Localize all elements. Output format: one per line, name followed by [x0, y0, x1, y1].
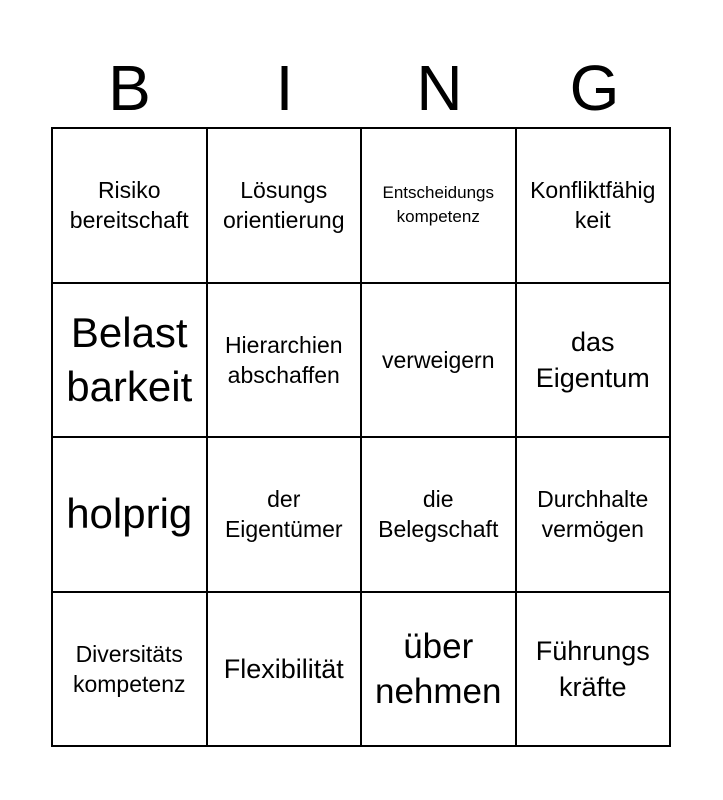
- cell-line: Konfliktfähig: [530, 177, 656, 204]
- bingo-cell[interactable]: [53, 438, 208, 593]
- cell-line: Eigentümer: [224, 516, 343, 543]
- cell-line: vermögen: [541, 516, 644, 543]
- cell-line: kräfte: [558, 671, 627, 702]
- header-letter-i: I: [275, 52, 294, 124]
- cell-line: verweigern: [382, 346, 495, 373]
- cell-line: barkeit: [66, 362, 193, 410]
- bingo-cell[interactable]: [53, 129, 208, 284]
- bingo-cell[interactable]: [208, 129, 363, 284]
- cell-line: holprig: [66, 490, 193, 538]
- cell-line: das: [570, 326, 615, 357]
- cell-line: Belast: [70, 308, 188, 356]
- bingo-cell[interactable]: [208, 593, 363, 748]
- bingo-cell[interactable]: [362, 593, 517, 748]
- bingo-board: [51, 127, 671, 747]
- bingo-cell[interactable]: [517, 593, 672, 748]
- cell-line: Flexibilität: [223, 653, 344, 684]
- bingo-cell[interactable]: [362, 129, 517, 284]
- cell-line: abschaffen: [227, 361, 340, 388]
- bingo-cell[interactable]: [362, 284, 517, 439]
- cell-line: Hierarchien: [224, 331, 343, 358]
- header-letter-b: B: [108, 52, 151, 124]
- cell-line: Lösungs: [240, 177, 328, 204]
- bingo-cell[interactable]: [517, 284, 672, 439]
- bingo-cell[interactable]: [208, 438, 363, 593]
- bingo-cell[interactable]: [362, 438, 517, 593]
- cell-line: orientierung: [223, 207, 345, 234]
- bingo-cell[interactable]: [53, 593, 208, 748]
- header-letter-g: G: [569, 52, 620, 124]
- cell-line: nehmen: [375, 671, 502, 711]
- bingo-cell[interactable]: [517, 129, 672, 284]
- cell-line: über: [403, 626, 474, 666]
- bingo-cell[interactable]: [53, 284, 208, 439]
- cell-line: Führungs: [535, 635, 650, 666]
- header-letter-n: N: [416, 52, 463, 124]
- cell-line: der: [267, 486, 301, 513]
- cell-line: Belegschaft: [378, 516, 499, 543]
- cell-line: Diversitäts: [75, 640, 183, 667]
- bingo-cell[interactable]: [208, 284, 363, 439]
- cell-line: Entscheidungs: [382, 183, 495, 203]
- cell-line: kompetenz: [72, 670, 186, 697]
- cell-line: die: [422, 486, 454, 513]
- bingo-cell[interactable]: [517, 438, 672, 593]
- bingo-header: [52, 48, 672, 128]
- cell-line: Durchhalte: [537, 486, 649, 513]
- cell-line: Eigentum: [535, 362, 650, 393]
- cell-line: keit: [574, 207, 611, 234]
- cell-line: bereitschaft: [69, 207, 189, 234]
- cell-line: Risiko: [97, 177, 161, 204]
- cell-line: kompetenz: [396, 207, 480, 227]
